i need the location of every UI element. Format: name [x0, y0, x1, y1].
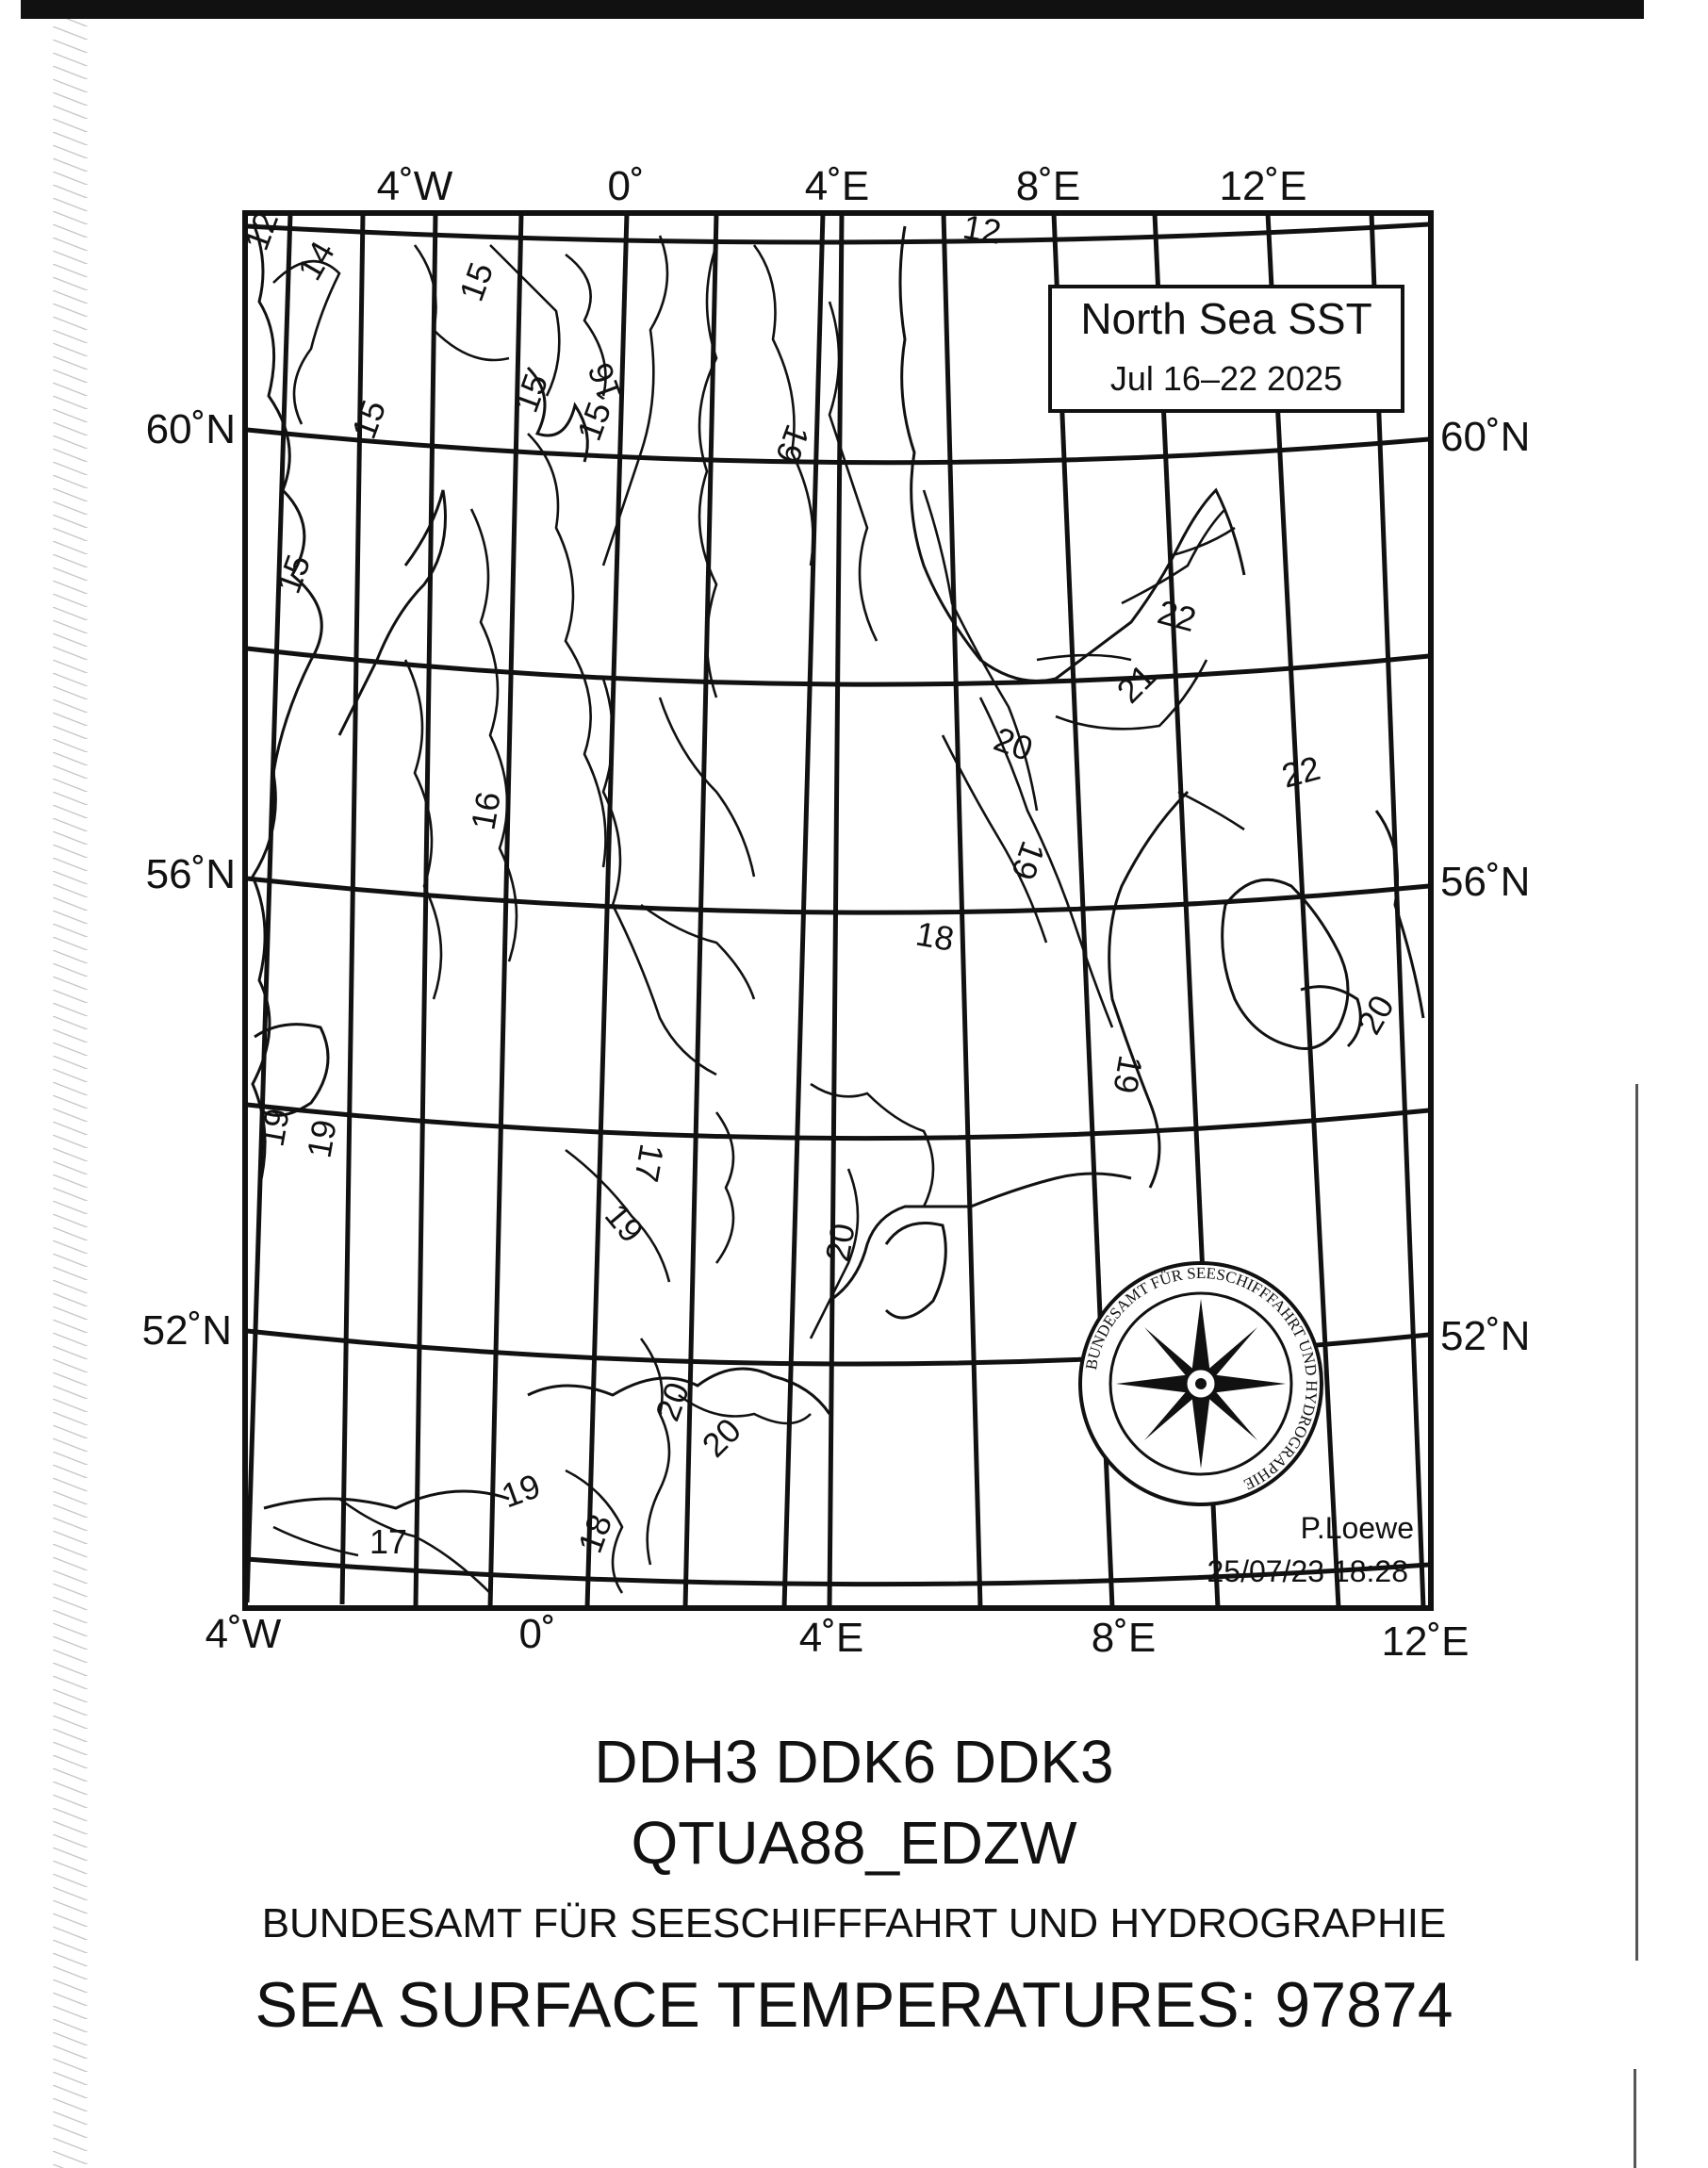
lon-label-bottom: 4˚W [205, 1611, 282, 1657]
lat-label-right: 56˚N [1440, 859, 1531, 905]
isotherm-label: 18 [569, 1509, 620, 1558]
isotherm-label: 19 [767, 419, 818, 468]
longitude-labels-bottom [205, 1611, 1470, 1665]
lon-label-bottom: 8˚E [1091, 1615, 1157, 1661]
lat-label-right: 60˚N [1440, 414, 1531, 460]
isotherm-label: 22 [1277, 747, 1324, 796]
isotherm-label: 19 [1106, 1052, 1151, 1097]
isotherm-label: 22 [1153, 592, 1201, 640]
product-title: SEA SURFACE TEMPERATURES: 97874 [255, 1969, 1453, 2041]
lat-label-left: 60˚N [145, 406, 236, 452]
isotherm-label: 15 [568, 397, 619, 446]
isotherm-label: 15 [268, 550, 319, 599]
lon-label-bottom: 0˚ [518, 1611, 556, 1657]
isotherm-label: 19 [299, 1116, 344, 1161]
map-author: P.Loewe [1300, 1511, 1414, 1545]
isotherm-label: 21 [1109, 656, 1163, 711]
lat-label-left: 56˚N [145, 851, 236, 897]
isotherm-label: 20 [694, 1410, 748, 1465]
lon-label-bottom: 12˚E [1381, 1618, 1470, 1665]
lon-label-top: 8˚E [1015, 163, 1081, 209]
isotherm-label: 19 [252, 1105, 297, 1150]
map-title: North Sea SST [1080, 294, 1372, 343]
station-ids: DDH3 DDK6 DDK3 [594, 1728, 1114, 1796]
isotherm-label: 15 [451, 257, 501, 306]
seal-text: BUNDESAMT FÜR SEESCHIFFFAHRT UND HYDROGRAPHIE [1081, 1263, 1322, 1494]
lat-label-right: 52˚N [1440, 1313, 1531, 1359]
isotherm-label: 14 [289, 234, 342, 287]
lon-label-top: 0˚ [607, 163, 645, 209]
bulletin-id: QTUA88_EDZW [631, 1809, 1077, 1877]
isotherm-label: 17 [627, 1141, 672, 1186]
agency-seal [1080, 1263, 1322, 1504]
lon-label-bottom: 4˚E [798, 1615, 864, 1661]
isotherm-label: 19 [597, 1195, 652, 1250]
isotherm-label: 20 [1349, 988, 1402, 1041]
isotherm-label: 15 [343, 395, 394, 444]
isotherm-label: 19 [1003, 836, 1054, 885]
map-title-box [1050, 287, 1403, 411]
longitude-labels-top [377, 163, 1307, 209]
lon-label-top: 12˚E [1219, 163, 1307, 209]
isotherm-label: 20 [817, 1220, 862, 1265]
latitude-labels-right [1440, 414, 1530, 1359]
map-timestamp: 25/07/23 18:28 [1207, 1554, 1408, 1588]
lon-label-top: 4˚W [376, 163, 453, 209]
isotherm-label: 12 [960, 206, 1005, 252]
isotherm-label: 12 [236, 206, 287, 255]
isotherm-label: 16 [463, 788, 508, 833]
map-period: Jul 16–22 2025 [1109, 359, 1343, 398]
scan-edge-line [1634, 2069, 1636, 2168]
latitude-labels-left [142, 406, 236, 1354]
isotherm-label: 20 [989, 718, 1038, 769]
isotherm-label: 19 [496, 1466, 546, 1516]
agency-name: BUNDESAMT FÜR SEESCHIFFFAHRT UND HYDROGRAPHIE [261, 1900, 1447, 1946]
lon-label-top: 4˚E [804, 163, 870, 209]
isotherm-label: 16 [580, 357, 630, 407]
lat-label-left: 52˚N [141, 1307, 232, 1354]
isotherm-label: 17 [370, 1522, 408, 1561]
isotherm-label: 18 [912, 913, 958, 959]
isotherm-label: 15 [505, 369, 556, 418]
isotherm-label: 20 [647, 1377, 698, 1426]
